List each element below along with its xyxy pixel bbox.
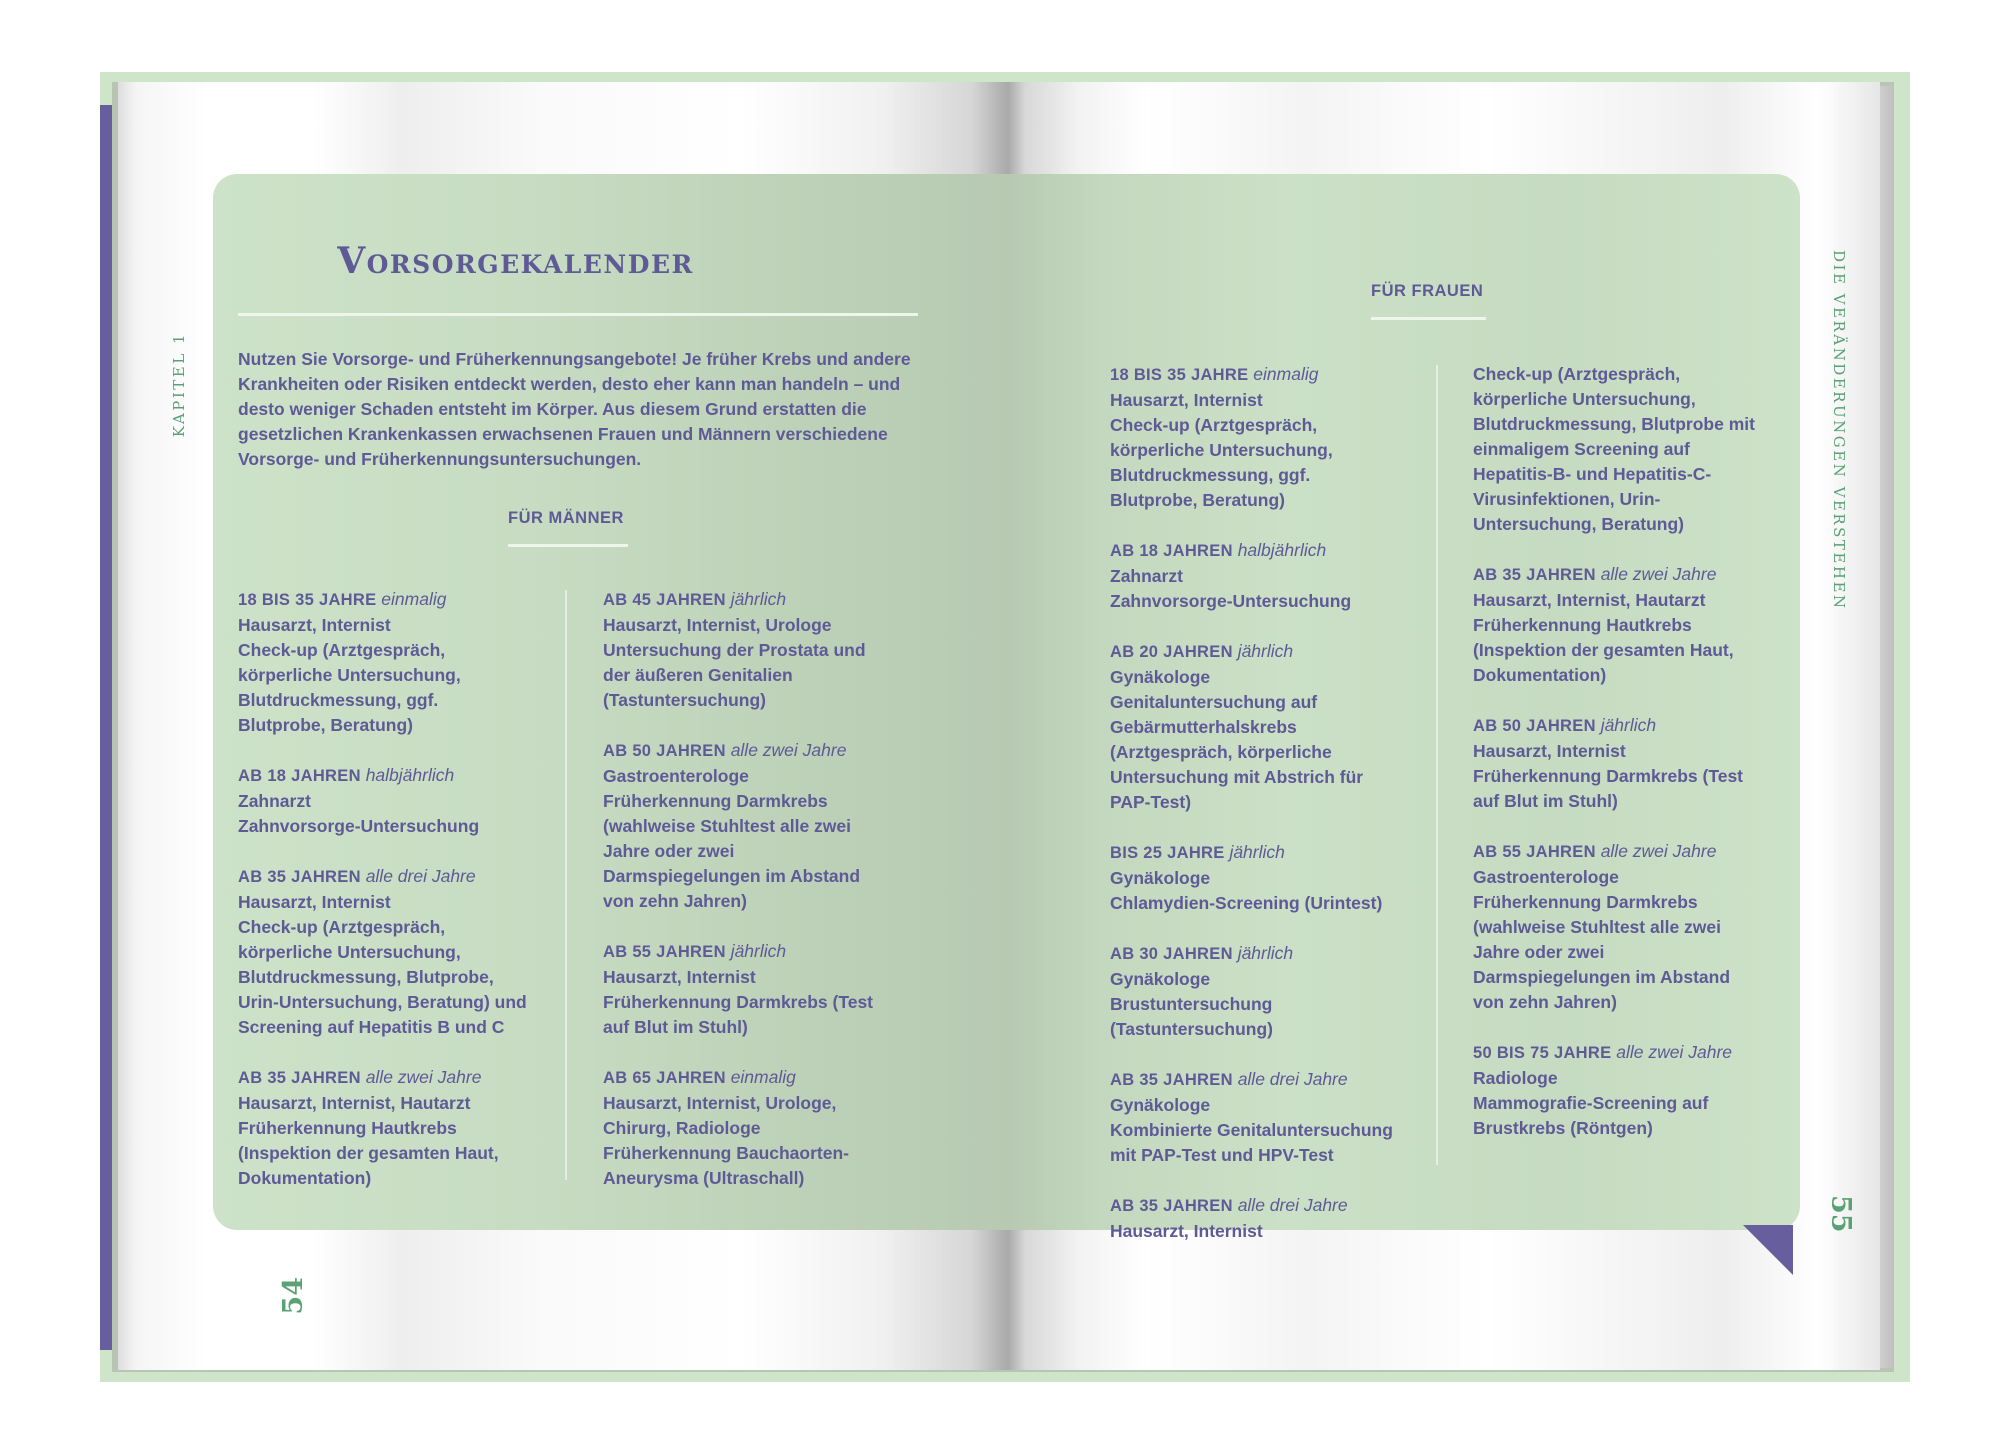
frequency: alle zwei Jahre bbox=[1616, 1042, 1733, 1062]
doctor: Radiologe bbox=[1473, 1068, 1558, 1088]
page-corner-tab bbox=[1743, 1225, 1793, 1275]
examination: Früherkennung Hautkrebs (Inspektion der gesamten Haut, Dokumentation) bbox=[238, 1118, 499, 1188]
age-range: 18 BIS 35 JAHRE bbox=[238, 591, 377, 609]
calendar-entry bbox=[238, 864, 528, 1040]
men-heading-divider bbox=[508, 544, 628, 547]
doctor: Gynäkologe bbox=[1110, 868, 1211, 888]
examination: Check-up (Arztgespräch, körperliche Untersuchung, Blutdruckmessung, Blutprobe mit einmaligem Screening auf Hepatitis-B- und Hepatitis-C-Virusinfektionen, Urin-Untersuchung, Beratung) bbox=[1473, 364, 1755, 534]
calendar-entry bbox=[238, 1065, 528, 1191]
doctor: Hausarzt, Internist bbox=[603, 967, 756, 987]
doctor: Hausarzt, Internist bbox=[238, 615, 391, 635]
frequency: alle zwei Jahre bbox=[365, 1067, 482, 1087]
frequency: jährlich bbox=[1229, 842, 1285, 862]
page-number-left: 54 bbox=[278, 1277, 309, 1315]
age-range: AB 50 JAHREN bbox=[603, 742, 726, 760]
calendar-entry bbox=[1473, 562, 1763, 688]
examination: Chlamydien-Screening (Urintest) bbox=[1110, 893, 1383, 913]
doctor: Gastroenterologe bbox=[603, 766, 749, 786]
examination: Früherkennung Darmkrebs (Test auf Blut im Stuhl) bbox=[603, 992, 874, 1037]
men-column-1 bbox=[238, 587, 528, 1216]
calendar-entry bbox=[1473, 1040, 1763, 1141]
frequency: jährlich bbox=[1600, 715, 1657, 735]
age-range: AB 55 JAHREN bbox=[1473, 843, 1596, 861]
column-divider bbox=[565, 590, 567, 1180]
calendar-entry bbox=[1473, 839, 1763, 1015]
doctor: Hausarzt, Internist bbox=[1110, 1221, 1263, 1241]
age-range: AB 45 JAHREN bbox=[603, 591, 726, 609]
age-range: 18 BIS 35 JAHRE bbox=[1110, 366, 1249, 384]
doctor: Hausarzt, Internist bbox=[1473, 741, 1626, 761]
calendar-entry bbox=[603, 939, 893, 1040]
calendar-entry bbox=[603, 738, 893, 914]
frequency: jährlich bbox=[1237, 943, 1294, 963]
examination: Früherkennung Hautkrebs (Inspektion der gesamten Haut, Dokumentation) bbox=[1473, 615, 1734, 685]
calendar-entry bbox=[603, 587, 893, 713]
age-range: AB 35 JAHREN bbox=[1473, 566, 1596, 584]
frequency: alle zwei Jahre bbox=[1600, 841, 1717, 861]
women-column-2 bbox=[1473, 362, 1763, 1166]
examination: Zahnvorsorge-Untersuchung bbox=[238, 816, 480, 836]
doctor: Hausarzt, Internist, Hautarzt bbox=[1473, 590, 1706, 610]
chapter-label-right: DIE VERÄNDERUNGEN VERSTEHEN bbox=[1830, 250, 1848, 611]
examination: Untersuchung der Prostata und der äußeren Genitalien (Tastuntersuchung) bbox=[603, 640, 866, 710]
frequency: alle drei Jahre bbox=[1237, 1195, 1348, 1215]
men-column-2 bbox=[603, 587, 893, 1216]
frequency: einmalig bbox=[730, 1067, 796, 1087]
title-divider bbox=[238, 313, 918, 316]
women-heading: FÜR FRAUEN bbox=[1371, 282, 1484, 300]
calendar-entry bbox=[1110, 1067, 1400, 1168]
examination: Genitaluntersuchung auf Gebärmutterhalskrebs (Arztgespräch, körperliche Untersuchung mit Abstrich für PAP-Test) bbox=[1110, 692, 1364, 812]
column-divider bbox=[1436, 365, 1438, 1165]
women-heading-divider bbox=[1371, 317, 1486, 320]
left-page bbox=[118, 82, 1008, 1370]
examination: Früherkennung Darmkrebs (Test auf Blut im Stuhl) bbox=[1473, 766, 1744, 811]
calendar-entry bbox=[603, 1065, 893, 1191]
frequency: einmalig bbox=[1253, 364, 1319, 384]
doctor: Hausarzt, Internist, Urologe, Chirurg, Radiologe bbox=[603, 1093, 837, 1138]
age-range: 50 BIS 75 JAHRE bbox=[1473, 1044, 1612, 1062]
examination: Check-up (Arztgespräch, körperliche Untersuchung, Blutdruckmessung, Blutprobe, Urin-Untersuchung, Beratung) und Screening auf Hepatitis B und C bbox=[238, 917, 527, 1037]
page-title: Vorsorgekalender bbox=[337, 240, 694, 282]
frequency: alle zwei Jahre bbox=[1600, 564, 1717, 584]
doctor: Hausarzt, Internist bbox=[238, 892, 391, 912]
doctor: Hausarzt, Internist, Urologe bbox=[603, 615, 832, 635]
age-range: AB 50 JAHREN bbox=[1473, 717, 1596, 735]
examination: Früherkennung Bauchaorten-Aneurysma (Ultraschall) bbox=[603, 1143, 849, 1188]
age-range: AB 35 JAHREN bbox=[238, 1069, 361, 1087]
calendar-entry bbox=[238, 587, 528, 738]
frequency: halbjährlich bbox=[365, 765, 455, 785]
age-range: AB 20 JAHREN bbox=[1110, 643, 1233, 661]
page-number-right: 55 bbox=[1825, 1195, 1856, 1233]
chapter-label: KAPITEL 1 bbox=[170, 332, 188, 438]
frequency: jährlich bbox=[1237, 641, 1294, 661]
calendar-entry bbox=[1110, 941, 1400, 1042]
frequency: alle drei Jahre bbox=[1237, 1069, 1348, 1089]
age-range: AB 35 JAHREN bbox=[1110, 1071, 1233, 1089]
age-range: BIS 25 JAHRE bbox=[1110, 844, 1225, 862]
calendar-entry bbox=[238, 763, 528, 839]
examination: Check-up (Arztgespräch, körperliche Untersuchung, Blutdruckmessung, ggf. Blutprobe, Beratung) bbox=[1110, 415, 1333, 510]
calendar-entry bbox=[1110, 538, 1400, 614]
page-edge bbox=[1880, 86, 1894, 1368]
men-heading: FÜR MÄNNER bbox=[508, 509, 624, 527]
calendar-entry bbox=[1473, 362, 1763, 537]
doctor: Gynäkologe bbox=[1110, 1095, 1211, 1115]
examination: Kombinierte Genitaluntersuchung mit PAP-Test und HPV-Test bbox=[1110, 1120, 1393, 1165]
right-page bbox=[1008, 82, 1880, 1370]
frequency: einmalig bbox=[381, 589, 447, 609]
doctor: Hausarzt, Internist bbox=[1110, 390, 1263, 410]
frequency: jährlich bbox=[730, 941, 787, 961]
calendar-entry bbox=[1473, 713, 1763, 814]
frequency: halbjährlich bbox=[1237, 540, 1327, 560]
women-column-1 bbox=[1110, 362, 1400, 1269]
age-range: AB 55 JAHREN bbox=[603, 943, 726, 961]
examination: Früherkennung Darmkrebs (wahlweise Stuhltest alle zwei Jahre oder zwei Darmspiegelungen im Abstand von zehn Jahren) bbox=[603, 791, 861, 911]
age-range: AB 65 JAHREN bbox=[603, 1069, 726, 1087]
age-range: AB 30 JAHREN bbox=[1110, 945, 1233, 963]
frequency: alle zwei Jahre bbox=[730, 740, 847, 760]
examination: Mammografie-Screening auf Brustkrebs (Röntgen) bbox=[1473, 1093, 1709, 1138]
calendar-entry bbox=[1110, 1193, 1400, 1244]
examination: Zahnvorsorge-Untersuchung bbox=[1110, 591, 1352, 611]
calendar-entry bbox=[1110, 840, 1400, 916]
doctor: Hausarzt, Internist, Hautarzt bbox=[238, 1093, 471, 1113]
doctor: Gynäkologe bbox=[1110, 667, 1211, 687]
examination: Brustuntersuchung (Tastuntersuchung) bbox=[1110, 994, 1274, 1039]
doctor: Gynäkologe bbox=[1110, 969, 1211, 989]
age-range: AB 35 JAHREN bbox=[1110, 1197, 1233, 1215]
calendar-entry bbox=[1110, 639, 1400, 815]
doctor: Zahnarzt bbox=[238, 791, 311, 811]
intro-text: Nutzen Sie Vorsorge- und Früherkennungsangebote! Je früher Krebs und andere Krankheiten oder Risiken entdeckt werden, desto eher kann man handeln – und desto weniger Schaden entsteht im Körper. Aus diesem Grund erstatten die gesetzlichen Krankenkassen erwachsenen Frauen und Männern verschiedene Vorsorge- und Früherkennungsuntersuchungen. bbox=[238, 349, 911, 469]
age-range: AB 35 JAHREN bbox=[238, 868, 361, 886]
frequency: alle drei Jahre bbox=[365, 866, 476, 886]
examination: Check-up (Arztgespräch, körperliche Untersuchung, Blutdruckmessung, ggf. Blutprobe, Beratung) bbox=[238, 640, 461, 735]
age-range: AB 18 JAHREN bbox=[1110, 542, 1233, 560]
examination: Früherkennung Darmkrebs (wahlweise Stuhltest alle zwei Jahre oder zwei Darmspiegelungen im Abstand von zehn Jahren) bbox=[1473, 892, 1731, 1012]
doctor: Zahnarzt bbox=[1110, 566, 1183, 586]
age-range: AB 18 JAHREN bbox=[238, 767, 361, 785]
frequency: jährlich bbox=[730, 589, 787, 609]
doctor: Gastroenterologe bbox=[1473, 867, 1619, 887]
calendar-entry bbox=[1110, 362, 1400, 513]
